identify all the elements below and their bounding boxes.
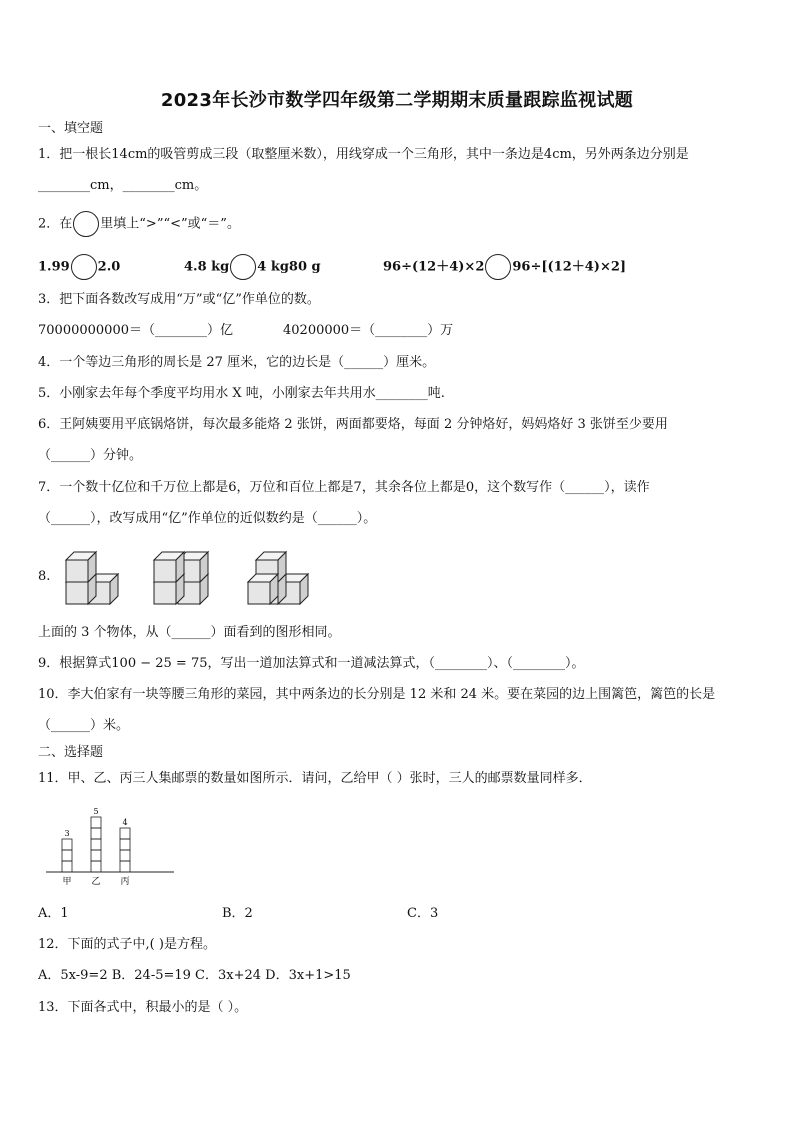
bar-乙: [91, 817, 101, 872]
cube-object-3: [248, 552, 308, 604]
bar-cell: [120, 861, 130, 872]
data-label: 3: [64, 829, 70, 838]
compare-item-3: [383, 254, 626, 280]
bar-cell: [91, 839, 101, 850]
question-9: 9．根据算式100 − 25 = 75，写出一道加法算式和一道减法算式，（________）、（________）。: [38, 656, 585, 671]
compare-circle-3[interactable]: [485, 254, 511, 280]
question-5: 5．小刚家去年每个季度平均用水 X 吨，小刚家去年共用水________吨.: [38, 386, 445, 401]
question-6-text: 6．王阿姨要用平底锅烙饼，每次最多能烙 2 张饼，两面都要烙，每面 2 分钟烙好，妈妈烙好 3 张饼至少要用: [38, 417, 668, 432]
question-1-text: 1．把一根长14cm的吸管剪成三段（取整厘米数），用线穿成一个三角形，其中一条边是4cm，另外两条边分别是: [38, 147, 689, 162]
question-10-text: 10．李大伯家有一块等腰三角形的菜园，其中两条边的长分别是 12 米和 24 米。要在菜园的边上围篱笆，篱笆的长是: [38, 687, 716, 702]
question-3-text: 3．把下面各数改写成用“万”或“亿”作单位的数。: [38, 292, 320, 307]
data-label: 5: [93, 807, 99, 816]
bar-甲: [62, 839, 72, 872]
bar-cell: [120, 850, 130, 861]
bar-cell: [62, 850, 72, 861]
bar-cell: [120, 828, 130, 839]
compare-circle-1[interactable]: [71, 254, 97, 280]
compare-item-2-right: 4 kg80 g: [257, 259, 321, 275]
bar-cell: [62, 861, 72, 872]
data-label: 4: [122, 818, 128, 827]
question-4: 4．一个等边三角形的周长是 27 厘米，它的边长是（______）厘米。: [38, 355, 436, 370]
cube-object-1: [66, 552, 118, 604]
question-6-cont: （______）分钟。: [38, 448, 143, 463]
question-3-a: 70000000000＝（________）亿: [38, 323, 233, 338]
bar-cell: [91, 850, 101, 861]
section-fill-heading: 一、填空题: [38, 121, 104, 136]
page-title: 2023年长沙市数学四年级第二学期期末质量跟踪监视试题: [160, 90, 634, 111]
compare-item-3-left: 96÷(12＋4)×2: [383, 259, 485, 275]
compare-item-2-left: 4.8 kg: [184, 259, 230, 275]
cube-figures: [60, 544, 340, 610]
bar-cell: [91, 817, 101, 828]
question-1-answer: ________cm，________cm。: [38, 178, 208, 193]
compare-item-1-left: 1.99: [38, 259, 70, 275]
question-8-label: 8.: [38, 569, 51, 584]
category-label: 丙: [120, 877, 130, 887]
question-10-cont: （______）米。: [38, 718, 130, 733]
category-label: 甲: [62, 877, 72, 887]
question-11-text: 11．甲、乙、丙三人集邮票的数量如图所示．请问，乙给甲（ ）张时，三人的邮票数量同样多．: [38, 771, 592, 786]
cube-object-2: [154, 552, 208, 604]
question-2-text: [38, 211, 240, 237]
category-label: 乙: [91, 877, 101, 887]
question-13: 13．下面各式中，积最小的是（ ）。: [38, 1000, 248, 1015]
stamp-chart: [40, 796, 180, 892]
question-7-text: 7．一个数十亿位和千万位上都是6，万位和百位上都是7，其余各位上都是0，这个数写作（______），读作: [38, 480, 650, 495]
question-12-options[interactable]: A．5x-9=2 B．24-5=19 C．3x+24 D．3x+1>15: [38, 968, 351, 983]
question-2-pre: 2．在: [38, 216, 73, 232]
compare-item-1-right: 2.0: [97, 259, 121, 275]
compare-circle-2[interactable]: [230, 254, 256, 280]
question-11-option-a[interactable]: A．1: [38, 906, 69, 921]
bar-cell: [120, 839, 130, 850]
bar-cell: [62, 839, 72, 850]
compare-circle[interactable]: [73, 211, 99, 237]
bar-cell: [91, 861, 101, 872]
question-11-option-c[interactable]: C．3: [407, 906, 439, 921]
compare-item-3-right: 96÷[(12＋4)×2]: [512, 259, 627, 275]
question-7-cont: （______），改写成用“亿”作单位的近似数约是（______）。: [38, 511, 377, 526]
question-2-post: 里填上“>”“<”或“＝”。: [100, 216, 240, 232]
bar-cell: [91, 828, 101, 839]
question-3-b: 40200000＝（________）万: [283, 323, 454, 338]
question-8-text: 上面的 3 个物体，从（______）面看到的图形相同。: [38, 625, 341, 640]
compare-item-1: [38, 254, 120, 280]
question-12-text: 12．下面的式子中,( )是方程。: [38, 937, 216, 952]
question-11-option-b[interactable]: B．2: [222, 906, 253, 921]
section-choice-heading: 二、选择题: [38, 745, 104, 760]
bar-丙: [120, 828, 130, 872]
compare-item-2: [184, 254, 321, 280]
